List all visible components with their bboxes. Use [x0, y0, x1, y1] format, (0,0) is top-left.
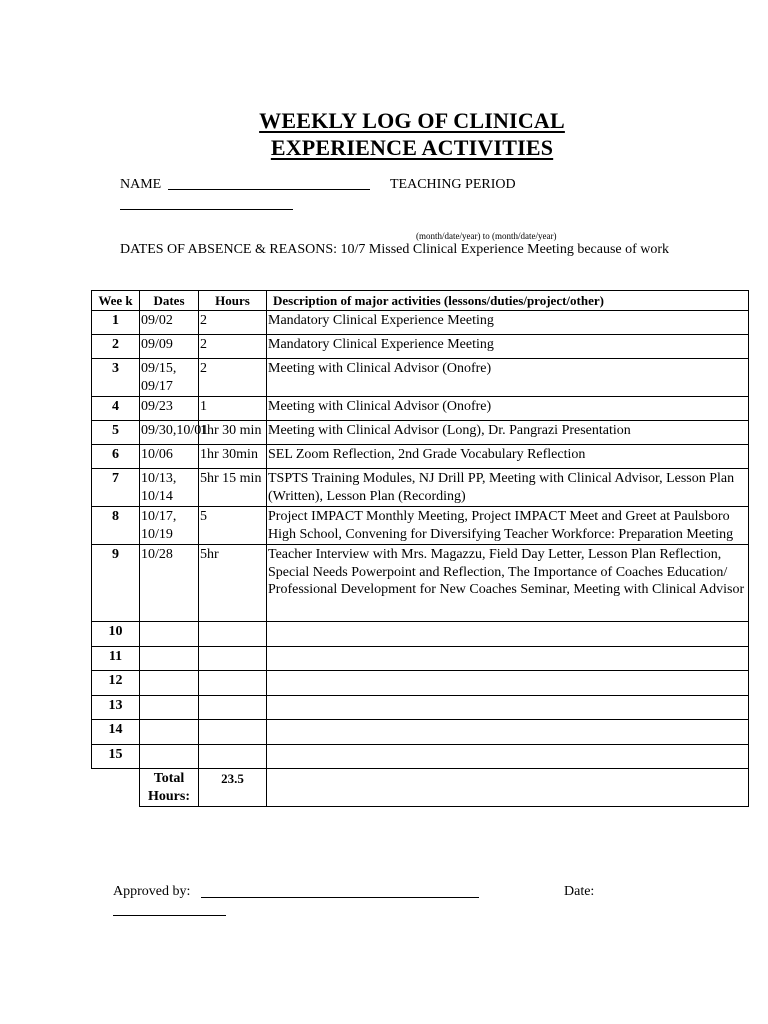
header-dates: Dates — [140, 291, 199, 311]
row-dates[interactable] — [140, 646, 199, 671]
table-row — [92, 507, 749, 545]
row-dates: 10/13, 10/14 — [140, 469, 199, 507]
row-hours: 5hr 15 min — [199, 469, 267, 507]
teaching-period-label: TEACHING PERIOD — [390, 177, 516, 192]
table-row — [92, 720, 749, 745]
week-number: 15 — [92, 744, 140, 769]
row-hours[interactable] — [199, 671, 267, 696]
row-dates: 09/02 — [140, 311, 199, 335]
date-format-hint: (month/date/year) to (month/date/year) — [416, 231, 557, 241]
header-week: Wee k — [92, 291, 140, 311]
row-description[interactable] — [267, 671, 749, 696]
title-line-2: EXPERIENCE ACTIVITIES — [270, 135, 554, 160]
week-number: 12 — [92, 671, 140, 696]
total-hours-label: Total Hours: — [140, 769, 199, 807]
row-dates[interactable] — [140, 671, 199, 696]
week-number: 3 — [92, 359, 140, 397]
row-hours: 2 — [199, 359, 267, 397]
week-number: 2 — [92, 335, 140, 359]
row-description: Project IMPACT Monthly Meeting, Project IMPACT Meet and Greet at Paulsboro High School, Convening for Diversifying Teacher Workforce: Preparation Meeting — [267, 507, 749, 545]
table-row — [92, 335, 749, 359]
row-description[interactable] — [267, 695, 749, 720]
table-row — [92, 469, 749, 507]
total-blank-cell — [92, 769, 140, 807]
table-row — [92, 311, 749, 335]
absence-label: DATES OF ABSENCE & REASONS: — [120, 242, 338, 257]
week-number: 13 — [92, 695, 140, 720]
row-description[interactable] — [267, 720, 749, 745]
row-hours[interactable] — [199, 695, 267, 720]
row-hours[interactable] — [199, 622, 267, 647]
table-row — [92, 421, 749, 445]
document-title — [0, 107, 768, 161]
row-dates: 10/28 — [140, 545, 199, 622]
week-number: 4 — [92, 397, 140, 421]
name-field-line[interactable] — [168, 189, 370, 190]
row-dates: 09/15, 09/17 — [140, 359, 199, 397]
table-row — [92, 445, 749, 469]
row-description: Meeting with Clinical Advisor (Long), Dr. Pangrazi Presentation — [267, 421, 749, 445]
week-number: 9 — [92, 545, 140, 622]
row-dates: 10/17, 10/19 — [140, 507, 199, 545]
row-description: Meeting with Clinical Advisor (Onofre) — [267, 359, 749, 397]
row-description: TSPTS Training Modules, NJ Drill PP, Meeting with Clinical Advisor, Lesson Plan (Written), Lesson Plan (Recording) — [267, 469, 749, 507]
table-row — [92, 359, 749, 397]
row-description[interactable] — [267, 646, 749, 671]
row-dates[interactable] — [140, 622, 199, 647]
row-hours[interactable] — [199, 646, 267, 671]
total-row — [92, 769, 749, 807]
header-hours: Hours — [199, 291, 267, 311]
title-line-1: WEEKLY LOG OF CLINICAL — [259, 108, 565, 133]
row-hours: 1hr 30min — [199, 445, 267, 469]
approved-by-signature-line[interactable] — [201, 897, 479, 898]
table-row — [92, 695, 749, 720]
row-hours: 2 — [199, 335, 267, 359]
row-dates: 10/06 — [140, 445, 199, 469]
week-number: 8 — [92, 507, 140, 545]
row-dates: 09/30,10/01 — [140, 421, 199, 445]
row-dates: 09/09 — [140, 335, 199, 359]
row-description: SEL Zoom Reflection, 2nd Grade Vocabulary Reflection — [267, 445, 749, 469]
week-number: 6 — [92, 445, 140, 469]
row-hours: 1hr 30 min — [199, 421, 267, 445]
table-row — [92, 622, 749, 647]
activity-log-table — [91, 290, 749, 807]
row-description: Mandatory Clinical Experience Meeting — [267, 335, 749, 359]
name-label: NAME — [120, 177, 162, 192]
date-label: Date: — [564, 884, 595, 899]
total-hours-value: 23.5 — [199, 769, 267, 807]
week-number: 11 — [92, 646, 140, 671]
row-dates: 09/23 — [140, 397, 199, 421]
row-description: Teacher Interview with Mrs. Magazzu, Field Day Letter, Lesson Plan Reflection, Special Needs Powerpoint and Reflection, The Importance of Coaches Education/ Professional Development for New Coaches Seminar, Meeting with Clinical Advisor — [267, 545, 749, 622]
table-header-row — [92, 291, 749, 311]
row-description: Mandatory Clinical Experience Meeting — [267, 311, 749, 335]
table-row — [92, 545, 749, 622]
row-hours[interactable] — [199, 720, 267, 745]
absence-value: 10/7 Missed Clinical Experience Meeting because of work — [340, 242, 670, 257]
week-number: 5 — [92, 421, 140, 445]
table-row — [92, 744, 749, 769]
row-hours: 2 — [199, 311, 267, 335]
row-description: Meeting with Clinical Advisor (Onofre) — [267, 397, 749, 421]
row-description[interactable] — [267, 622, 749, 647]
header-description: Description of major activities (lessons/duties/project/other) — [267, 291, 749, 311]
date-field-line[interactable] — [113, 915, 226, 916]
week-number: 1 — [92, 311, 140, 335]
table-row — [92, 397, 749, 421]
teaching-period-field-line[interactable] — [120, 209, 293, 210]
row-description[interactable] — [267, 744, 749, 769]
row-dates[interactable] — [140, 695, 199, 720]
absence-line — [120, 242, 669, 258]
row-hours: 5hr — [199, 545, 267, 622]
row-hours: 5 — [199, 507, 267, 545]
week-number: 7 — [92, 469, 140, 507]
row-hours: 1 — [199, 397, 267, 421]
week-number: 14 — [92, 720, 140, 745]
row-dates[interactable] — [140, 720, 199, 745]
row-hours[interactable] — [199, 744, 267, 769]
table-row — [92, 671, 749, 696]
approved-by-label: Approved by: — [113, 884, 191, 899]
total-description-cell — [267, 769, 749, 807]
table-row — [92, 646, 749, 671]
week-number: 10 — [92, 622, 140, 647]
row-dates[interactable] — [140, 744, 199, 769]
